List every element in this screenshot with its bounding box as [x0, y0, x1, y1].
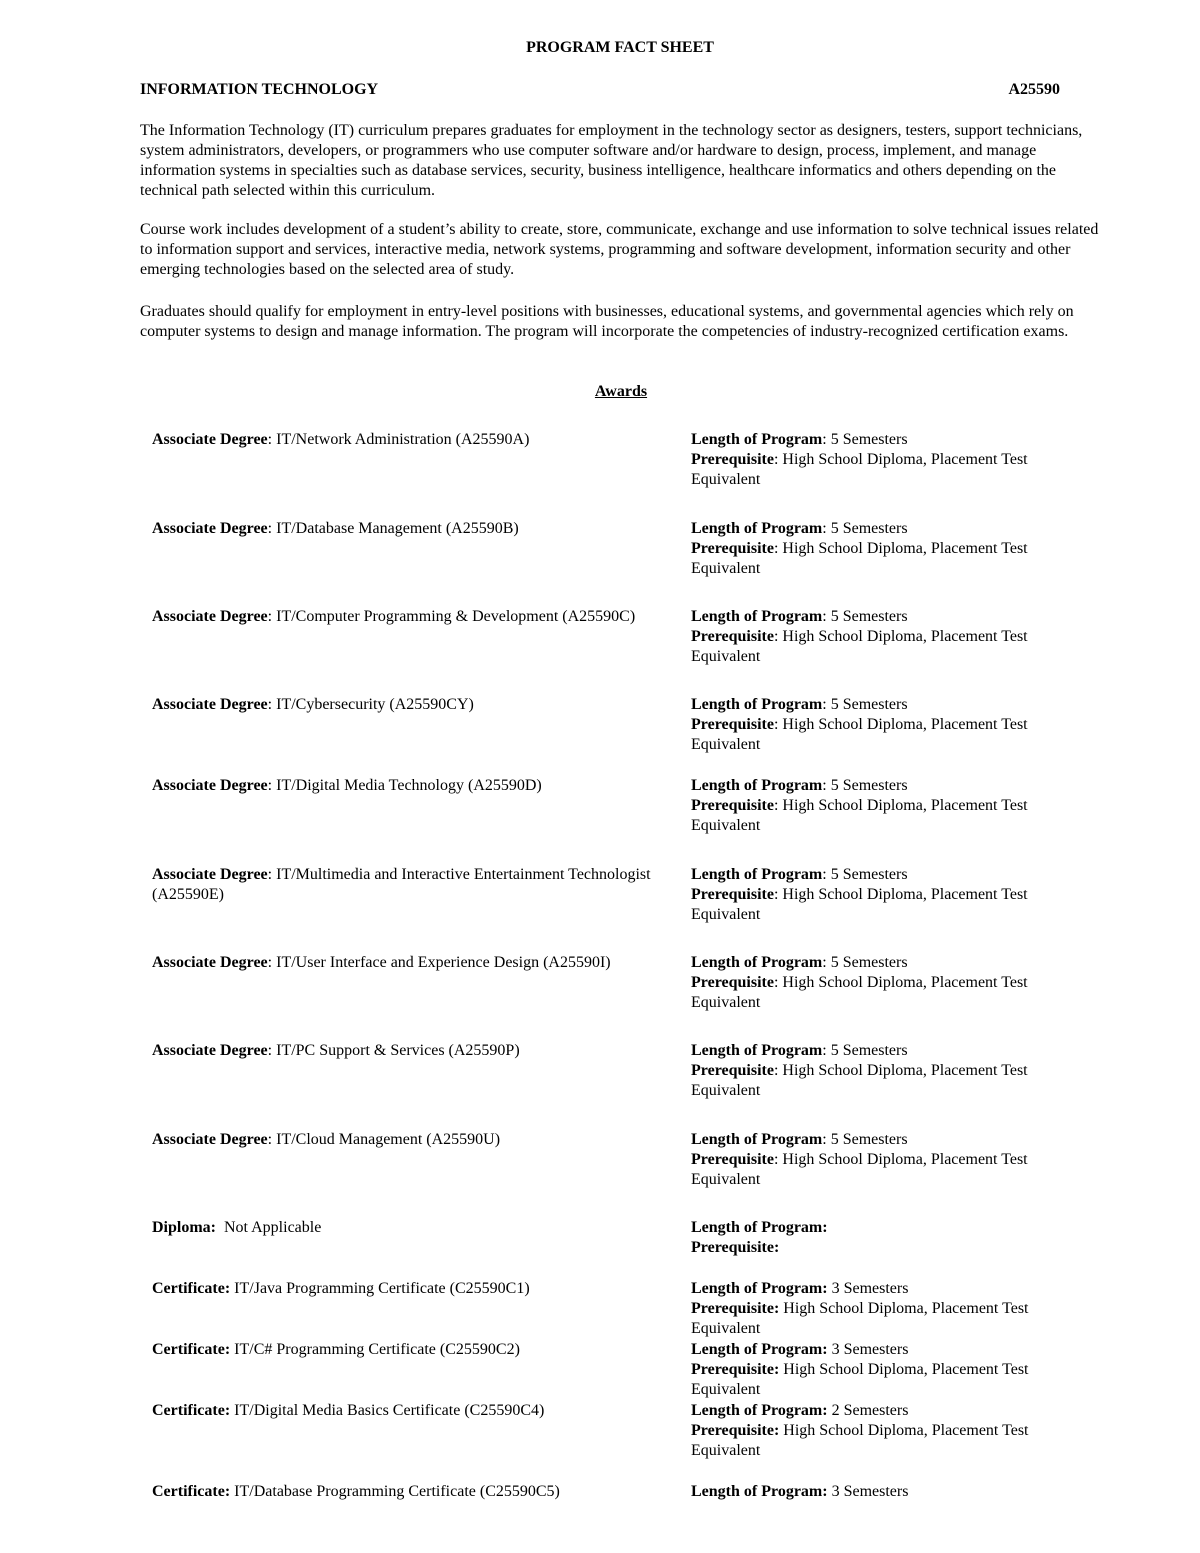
length-of-program: [691, 953, 1051, 973]
prerequisite: [691, 715, 1051, 755]
award-type: Certificate:: [152, 1402, 231, 1419]
graduates-paragraph: Graduates should qualify for employment in entry-level positions with businesses, educational systems, and governmental agencies which rely on computer systems to design and manage information. The program will incorporate the competencies of industry-recognized certification exams.: [140, 303, 1074, 340]
length-value: 5 Semesters: [830, 520, 908, 537]
length-separator: :: [822, 1042, 831, 1059]
award-type: Certificate:: [152, 1280, 231, 1297]
prerequisite-separator: :: [773, 797, 783, 814]
award-title: [152, 519, 672, 539]
prerequisite-separator: :: [773, 886, 783, 903]
prerequisite-label: Prerequisite: [691, 628, 774, 645]
award-type: Associate Degree: [152, 954, 268, 971]
award-separator: :: [267, 954, 277, 971]
length-label: Length of Program:: [691, 1341, 828, 1358]
award-details: [691, 430, 1051, 490]
length-of-program: [691, 1401, 1051, 1421]
length-separator: :: [822, 1131, 831, 1148]
length-label: Length of Program: [691, 866, 823, 883]
prerequisite-value: High School Diploma, Placement Test Equivalent: [691, 1300, 1033, 1337]
program-name: INFORMATION TECHNOLOGY: [140, 81, 379, 98]
length-label: Length of Program: [691, 954, 823, 971]
length-separator: :: [822, 866, 831, 883]
length-value: 3 Semesters: [831, 1483, 909, 1500]
award-title: [152, 1340, 672, 1360]
award-details: [691, 519, 1051, 579]
prerequisite-label: Prerequisite: [691, 974, 774, 991]
award-separator: [216, 1219, 224, 1236]
award-separator: :: [267, 1042, 277, 1059]
prerequisite: [691, 885, 1051, 925]
prerequisite: [691, 450, 1051, 490]
prerequisite-value: High School Diploma, Placement Test Equivalent: [691, 716, 1032, 753]
description-paragraph: The Information Technology (IT) curriculum prepares graduates for employment in the technology sector as designers, testers, support technicians, system administrators, developers, or programmers who use computer software and/or hardware to design, process, implement, and manage information systems in specialties such as database services, security, business intelligence, healthcare informatics and others depending on the technical path selected within this curriculum.: [140, 122, 1083, 199]
award-details: [691, 953, 1051, 1013]
length-of-program: [691, 865, 1051, 885]
award-details: [691, 1218, 1051, 1258]
length-value: 5 Semesters: [830, 777, 908, 794]
award-type: Certificate:: [152, 1483, 231, 1500]
prerequisite-separator: :: [773, 451, 783, 468]
length-of-program: [691, 430, 1051, 450]
award-title: [152, 1041, 672, 1061]
coursework-paragraph: Course work includes development of a student’s ability to create, store, communicate, exchange and use information to solve technical issues related to information support and services, interactive media, network systems, programming and software development, information security and other emerging technologies based on the selected area of study.: [140, 221, 1099, 278]
prerequisite-value: High School Diploma, Placement Test Equivalent: [691, 1062, 1032, 1099]
length-label: Length of Program: [691, 1131, 823, 1148]
length-separator: :: [822, 431, 831, 448]
prerequisite-label: Prerequisite:: [691, 1422, 780, 1439]
prerequisite: [691, 1061, 1051, 1101]
prerequisite-label: Prerequisite: [691, 716, 774, 733]
award-name: IT/Computer Programming & Development (A25590C): [276, 608, 636, 625]
length-separator: :: [822, 608, 831, 625]
prerequisite-separator: :: [773, 540, 783, 557]
length-label: Length of Program:: [691, 1483, 828, 1500]
prerequisite-label: Prerequisite: [691, 886, 774, 903]
award-type: Associate Degree: [152, 608, 268, 625]
prerequisite: [691, 796, 1051, 836]
length-value: 5 Semesters: [830, 866, 908, 883]
award-type: Associate Degree: [152, 866, 268, 883]
award-title: [152, 1482, 672, 1502]
length-label: Length of Program: [691, 608, 823, 625]
length-of-program: [691, 1482, 1051, 1502]
prerequisite-value: High School Diploma, Placement Test Equivalent: [691, 1361, 1033, 1398]
length-label: Length of Program: [691, 431, 823, 448]
award-type: Associate Degree: [152, 777, 268, 794]
award-type: Associate Degree: [152, 696, 268, 713]
prerequisite-value: High School Diploma, Placement Test Equivalent: [691, 628, 1032, 665]
prerequisite-value: High School Diploma, Placement Test Equivalent: [691, 451, 1032, 488]
award-details: [691, 1340, 1051, 1400]
length-of-program: [691, 519, 1051, 539]
length-value: 5 Semesters: [830, 696, 908, 713]
award-name: IT/Cybersecurity (A25590CY): [276, 696, 474, 713]
award-title: [152, 430, 672, 450]
length-separator: :: [822, 696, 831, 713]
award-title: [152, 1130, 672, 1150]
award-type: Associate Degree: [152, 1042, 268, 1059]
length-of-program: [691, 695, 1051, 715]
award-name: IT/Database Programming Certificate (C25590C5): [234, 1483, 560, 1500]
length-separator: :: [822, 954, 831, 971]
prerequisite-value: High School Diploma, Placement Test Equivalent: [691, 1151, 1032, 1188]
award-details: [691, 1130, 1051, 1190]
award-name: IT/PC Support & Services (A25590P): [276, 1042, 520, 1059]
award-title: [152, 607, 672, 627]
prerequisite: [691, 1421, 1051, 1461]
program-header: [140, 80, 1060, 100]
award-details: [691, 865, 1051, 925]
award-title: [152, 776, 672, 796]
prerequisite-label: Prerequisite: [691, 1062, 774, 1079]
award-separator: :: [267, 777, 277, 794]
award-details: [691, 1482, 1051, 1502]
award-separator: :: [267, 520, 277, 537]
length-label: Length of Program:: [691, 1219, 828, 1236]
length-value: 3 Semesters: [831, 1341, 909, 1358]
award-name: IT/Cloud Management (A25590U): [276, 1131, 501, 1148]
prerequisite-value: High School Diploma, Placement Test Equivalent: [691, 797, 1032, 834]
award-name: IT/Java Programming Certificate (C25590C1): [234, 1280, 530, 1297]
length-value: 3 Semesters: [831, 1280, 909, 1297]
prerequisite-value: High School Diploma, Placement Test Equivalent: [691, 540, 1032, 577]
prerequisite-value: High School Diploma, Placement Test Equivalent: [691, 1422, 1033, 1459]
length-of-program: [691, 1041, 1051, 1061]
length-value: 5 Semesters: [830, 954, 908, 971]
length-of-program: [691, 1218, 1051, 1238]
length-of-program: [691, 776, 1051, 796]
prerequisite-label: Prerequisite:: [691, 1239, 780, 1256]
prerequisite-separator: :: [773, 974, 783, 991]
award-details: [691, 607, 1051, 667]
length-label: Length of Program:: [691, 1402, 828, 1419]
length-of-program: [691, 1279, 1051, 1299]
length-label: Length of Program:: [691, 1280, 828, 1297]
prerequisite: [691, 627, 1051, 667]
award-name: IT/Database Management (A25590B): [276, 520, 519, 537]
prerequisite-label: Prerequisite: [691, 797, 774, 814]
length-value: 5 Semesters: [830, 1042, 908, 1059]
award-name: Not Applicable: [224, 1219, 322, 1236]
prerequisite-label: Prerequisite:: [691, 1361, 780, 1378]
award-details: [691, 1401, 1051, 1461]
length-of-program: [691, 607, 1051, 627]
award-name: IT/Digital Media Technology (A25590D): [276, 777, 542, 794]
award-type: Certificate:: [152, 1341, 231, 1358]
length-label: Length of Program: [691, 1042, 823, 1059]
award-title: [152, 1279, 672, 1299]
page-title: PROGRAM FACT SHEET: [526, 39, 714, 56]
prerequisite-label: Prerequisite:: [691, 1300, 780, 1317]
length-value: 5 Semesters: [830, 608, 908, 625]
award-name: IT/C# Programming Certificate (C25590C2): [234, 1341, 520, 1358]
prerequisite: [691, 1238, 1051, 1258]
prerequisite-label: Prerequisite: [691, 1151, 774, 1168]
award-details: [691, 1041, 1051, 1101]
award-title: [152, 695, 672, 715]
award-type: Associate Degree: [152, 431, 268, 448]
prerequisite-value: High School Diploma, Placement Test Equivalent: [691, 886, 1032, 923]
prerequisite-separator: :: [773, 1062, 783, 1079]
length-value: 2 Semesters: [831, 1402, 909, 1419]
award-name: IT/Network Administration (A25590A): [276, 431, 530, 448]
award-title: [152, 1401, 672, 1421]
award-separator: :: [267, 1131, 277, 1148]
award-title: [152, 953, 672, 973]
prerequisite: [691, 1150, 1051, 1190]
award-separator: :: [267, 431, 277, 448]
length-label: Length of Program: [691, 520, 823, 537]
award-separator: :: [267, 866, 277, 883]
length-separator: :: [822, 520, 831, 537]
prerequisite-separator: :: [773, 628, 783, 645]
length-separator: :: [822, 777, 831, 794]
prerequisite-separator: :: [773, 716, 783, 733]
prerequisite-value: High School Diploma, Placement Test Equivalent: [691, 974, 1032, 1011]
prerequisite: [691, 1299, 1051, 1339]
prerequisite-separator: :: [773, 1151, 783, 1168]
length-label: Length of Program: [691, 777, 823, 794]
prerequisite-label: Prerequisite: [691, 451, 774, 468]
award-type: Diploma:: [152, 1219, 216, 1236]
award-type: Associate Degree: [152, 520, 268, 537]
length-value: 5 Semesters: [830, 1131, 908, 1148]
length-label: Length of Program: [691, 696, 823, 713]
award-name: IT/Digital Media Basics Certificate (C25590C4): [234, 1402, 545, 1419]
award-separator: :: [267, 608, 277, 625]
prerequisite: [691, 1360, 1051, 1400]
prerequisite: [691, 973, 1051, 1013]
prerequisite-label: Prerequisite: [691, 540, 774, 557]
award-separator: :: [267, 696, 277, 713]
prerequisite: [691, 539, 1051, 579]
program-code: A25590: [1008, 81, 1060, 98]
awards-heading: Awards: [594, 383, 648, 400]
award-details: [691, 776, 1051, 836]
length-of-program: [691, 1130, 1051, 1150]
award-name: IT/Multimedia and Interactive Entertainment Technologist (A25590E): [152, 866, 655, 903]
award-title: [152, 865, 672, 905]
award-details: [691, 695, 1051, 755]
award-title: [152, 1218, 672, 1238]
award-name: IT/User Interface and Experience Design (A25590I): [276, 954, 611, 971]
award-type: Associate Degree: [152, 1131, 268, 1148]
length-value: 5 Semesters: [830, 431, 908, 448]
length-of-program: [691, 1340, 1051, 1360]
award-details: [691, 1279, 1051, 1339]
